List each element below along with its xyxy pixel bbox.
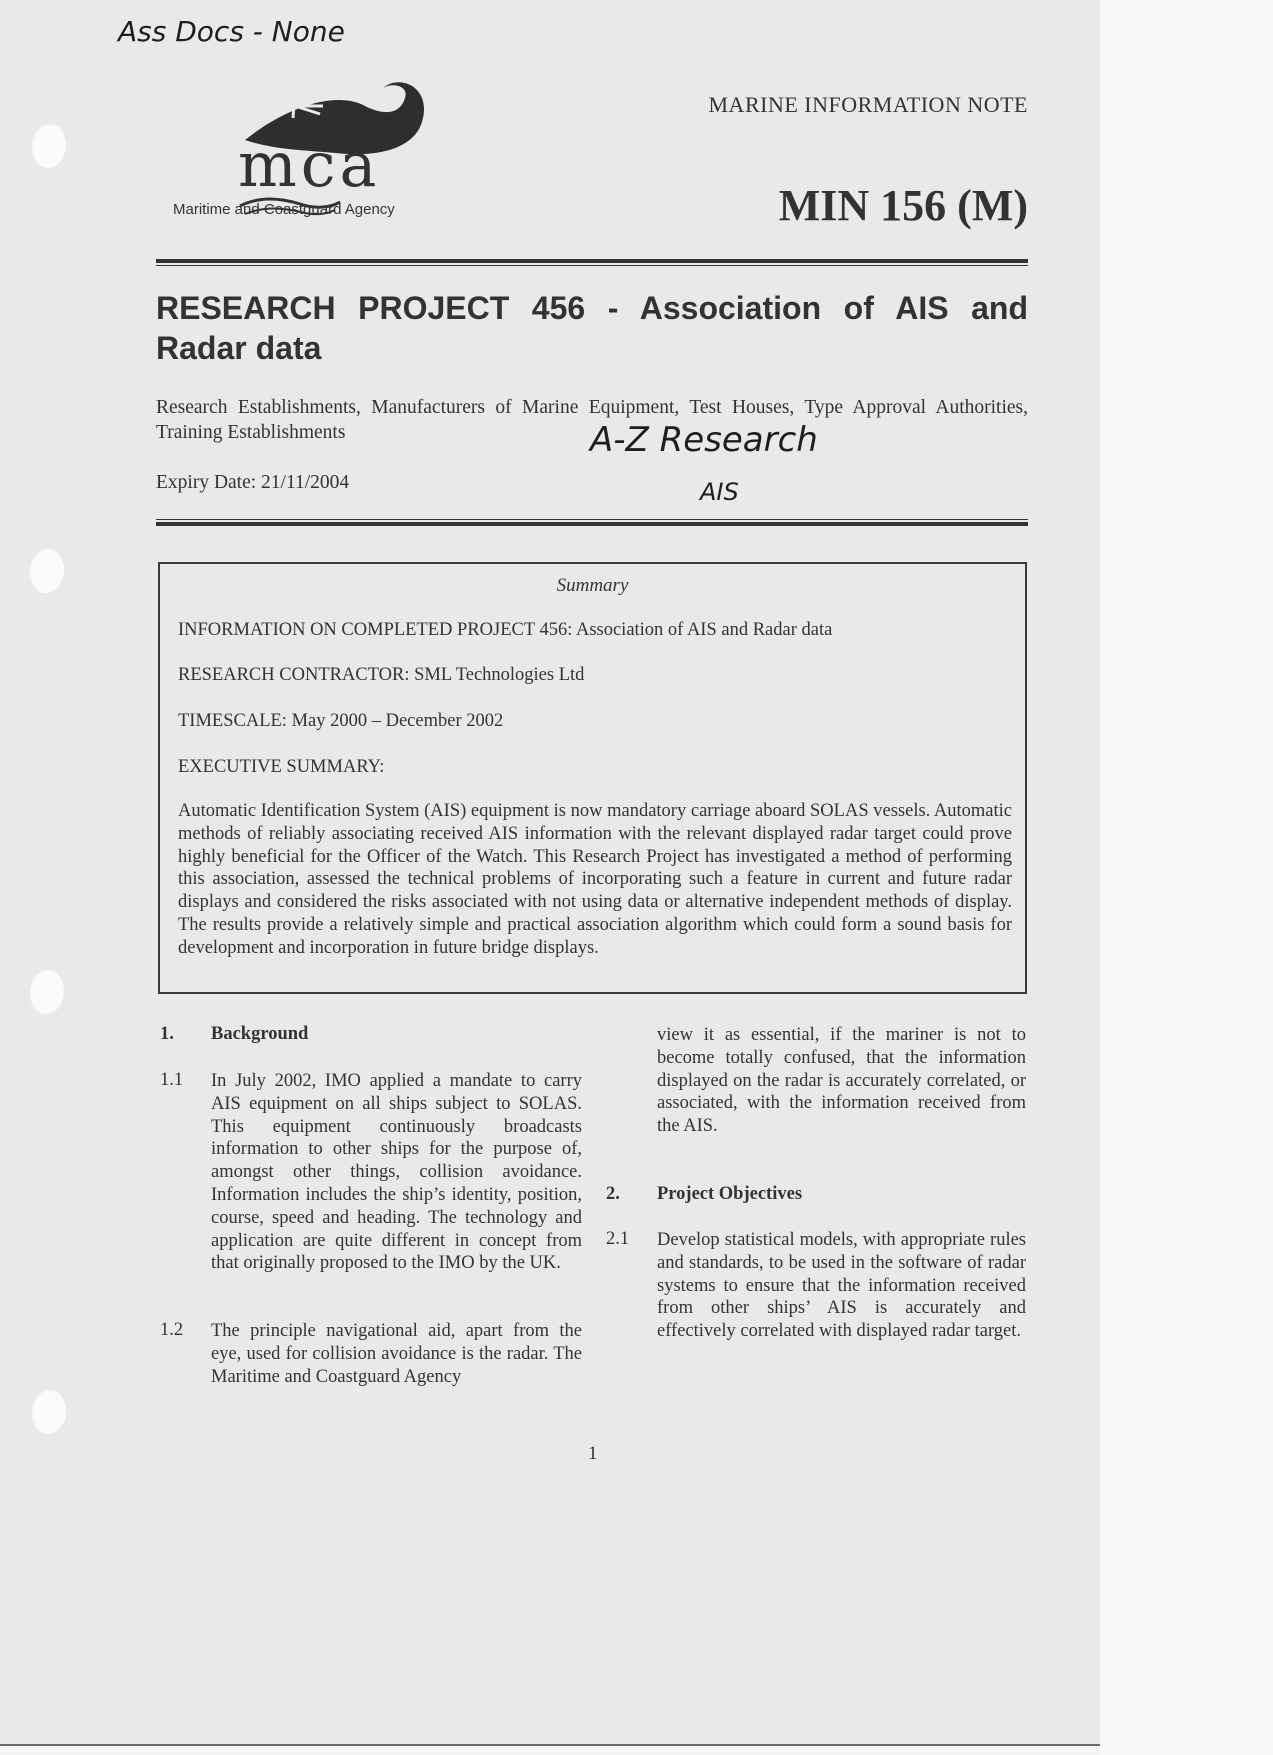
page-bottom-edge [0, 1744, 1100, 1746]
expiry-date: Expiry Date: 21/11/2004 [156, 472, 350, 493]
punch-hole [30, 122, 66, 168]
paragraph-1-2: The principle navigational aid, apart from the eye, used for collision avoidance is the radar. The Maritime and Coastguard Agency [211, 1321, 582, 1387]
logo-caption: Maritime and Coastguard Agency [173, 201, 395, 218]
audience-list: Research Establishments, Manufacturers of Marine Equipment, Test Houses, Type Approval Authorities, Training Establishments [156, 397, 1028, 443]
paragraph-number: 1.2 [160, 1320, 184, 1340]
handwritten-note-top: Ass Docs - None [118, 15, 345, 48]
punch-hole [28, 547, 64, 593]
paragraph-number: 1.1 [160, 1070, 184, 1090]
paragraph-1-2-continuation: view it as essential, if the mariner is not to become totally confused, that the information displayed on the radar is accurately correlated, or associated, with the information received from the AIS. [657, 1025, 1026, 1137]
section-number: 1. [160, 1024, 174, 1044]
header-divider [156, 259, 1028, 266]
section-number: 2. [606, 1184, 620, 1204]
handwritten-note-research: A-Z Research [590, 420, 818, 460]
section-heading-project-objectives: Project Objectives [657, 1184, 803, 1204]
note-number: MIN 156 (M) [778, 181, 1028, 230]
executive-summary-text: Automatic Identification System (AIS) equipment is now mandatory carriage aboard SOLAS vessels. Automatic methods of reliably associating received AIS information with the relevant displayed radar target could prove highly beneficial for the Officer of the Watch. This Research Project has investigated a method of performing this association, assessed the technical problems of incorporating such a feature in current and future radar displays and considered the risks associated with not using data or alternative independent methods of display. The results provide a relatively simple and practical association algorithm which could form a sound basis for development and incorporation in future bridge displays. [178, 801, 1012, 958]
document-title: RESEARCH PROJECT 456 - Association of AIS and Radar data [156, 290, 1028, 366]
summary-divider [156, 519, 1028, 526]
summary-timescale-line: TIMESCALE: May 2000 – December 2002 [178, 711, 504, 731]
summary-box [158, 562, 1027, 994]
paragraph-2-1: Develop statistical models, with appropriate rules and standards, to be used in the software of radar systems to ensure that the information received from other ships’ AIS is accurately and effectively correlated with displayed radar target. [657, 1230, 1026, 1342]
summary-info-line: INFORMATION ON COMPLETED PROJECT 456: Association of AIS and Radar data [178, 620, 833, 640]
handwritten-note-ais: AIS [700, 478, 739, 506]
punch-hole [28, 968, 64, 1014]
paragraph-number: 2.1 [606, 1229, 630, 1249]
note-type: MARINE INFORMATION NOTE [708, 92, 1028, 117]
summary-exec-heading: EXECUTIVE SUMMARY: [178, 757, 385, 777]
logo-wordmark: mca [238, 128, 381, 201]
summary-contractor-line: RESEARCH CONTRACTOR: SML Technologies Ltd [178, 665, 585, 685]
paragraph-1-1: In July 2002, IMO applied a mandate to carry AIS equipment on all ships subject to SOLAS. This equipment continuously broadcasts information to other ships for the purpose of, amongst other things, collision avoidance. Information includes the ship’s identity, position, course, speed and heading. The technology and application are quite different in concept from that originally proposed to the IMO by the UK. [211, 1071, 582, 1274]
summary-heading: Summary [556, 575, 629, 596]
page-number: 1 [588, 1443, 598, 1464]
scan-margin [1100, 0, 1273, 1755]
punch-hole [30, 1388, 66, 1434]
section-heading-background: Background [211, 1024, 309, 1044]
